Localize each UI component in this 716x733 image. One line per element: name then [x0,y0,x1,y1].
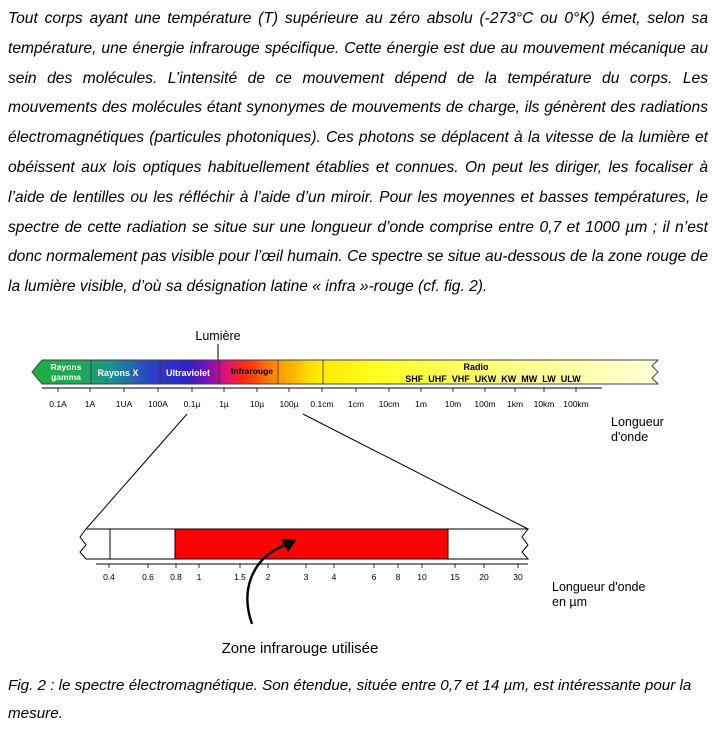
axis-tick-label: 0.6 [142,572,154,582]
axis-tick-label: 8 [395,572,401,582]
body-paragraph: Tout corps ayant une température (T) supérieure au zéro absolu (-273°C ou 0°K) émet, selon sa température, une énergie infrarouge spécifique. Cette énergie est due au mouvement mécanique au sein des molécules. L’intensité de ce mouvement dépend de la température du corps. Les mouvements des molécules étant synonymes de mouvements de charge, ils génèrent des radiations électromagnétiques (particules photoniques). Ces photons se déplacent à la vitesse de la lumière et obéissent aux lois optiques habituellement établies et connues. On peut les diriger, les focaliser à l’aide de lentilles ou les réfléchir à l’aide d’un miroir. Pour les moyennes et basses températures, le spectre de cette radiation se situe sur une longueur d’onde comprise entre 0,7 et 1000 µm ; il n’est donc normalement pas visible pour l’œil humain. Ce spectre se situe au-dessous de la zone rouge de la lumière visible, d’où sa désignation latine « infra »-rouge (cf. fig. 2). [8,10,708,296]
axis-tick-label: 1UA [115,399,133,409]
axis-tick-label: 0.4 [103,572,115,582]
band-gamma-label: Rayons [50,362,82,372]
axis-tick-label: 1A [84,399,96,409]
axis-tick-label: 6 [371,572,377,582]
axis-tick-label: 0.8 [170,572,182,582]
axis-tick-label: 3 [303,572,309,582]
zone-label: Zone infrarouge utilisée [221,640,379,657]
top-axis-label-2: d'onde [611,430,649,444]
axis-tick-label: 1µ [219,399,229,409]
axis-tick-label: 1m [415,399,427,409]
band-ir-label: Infrarouge [230,366,274,376]
axis-tick-label: 100µ [279,399,299,409]
axis-tick-label: 100m [474,399,496,409]
axis-tick-label: 15 [450,572,460,582]
axis-tick-label: 10µ [249,399,265,409]
band-x-label: Rayons X [97,368,139,378]
top-axis-ticks [49,388,589,409]
bottom-axis-ticks [103,564,523,582]
axis-tick-label: 1 [196,572,202,582]
band-gamma-label-2: gamma [51,372,81,382]
zoom-line-left [86,414,187,529]
axis-tick-label: 2 [265,572,271,582]
axis-tick-label: 10km [533,399,555,409]
axis-tick-label: 1.5 [234,572,246,582]
bottom-axis-label-1: Longueur d'onde [552,580,646,594]
top-axis-label-1: Longueur [611,415,664,429]
axis-tick-label: 30 [513,572,523,582]
axis-tick-label: 10m [444,399,462,409]
band-radio-sublabels: SHF UHF VHF UKW KW MW LW ULW [405,374,581,384]
axis-tick-label: 4 [331,572,337,582]
axis-tick-label: 1cm [347,399,365,409]
figure-caption: Fig. 2 : le spectre électromagnétique. Son étendue, située entre 0,7 et 14 µm, est intéressante pour la mesure. [8,677,692,722]
bottom-axis-label-2: en µm [552,595,587,609]
axis-tick-label: 10 [417,572,427,582]
band-uv-label: Ultraviolet [165,368,211,378]
ir-zone-used [175,529,448,559]
axis-tick-label: 1km [506,399,524,409]
axis-tick-label: 100A [148,399,168,409]
lumiere-label: Lumière [195,329,241,343]
axis-tick-label: 0.1cm [310,399,334,409]
zoom-line-right [303,414,528,529]
spectrum-figure [0,322,716,667]
axis-tick-label: 100km [563,399,589,409]
axis-tick-label: 20 [479,572,489,582]
axis-tick-label: 10cm [378,399,400,409]
axis-tick-label: 0.1A [49,399,67,409]
band-radio-label: Radio [463,362,489,372]
axis-tick-label: 0.1µ [183,399,201,409]
